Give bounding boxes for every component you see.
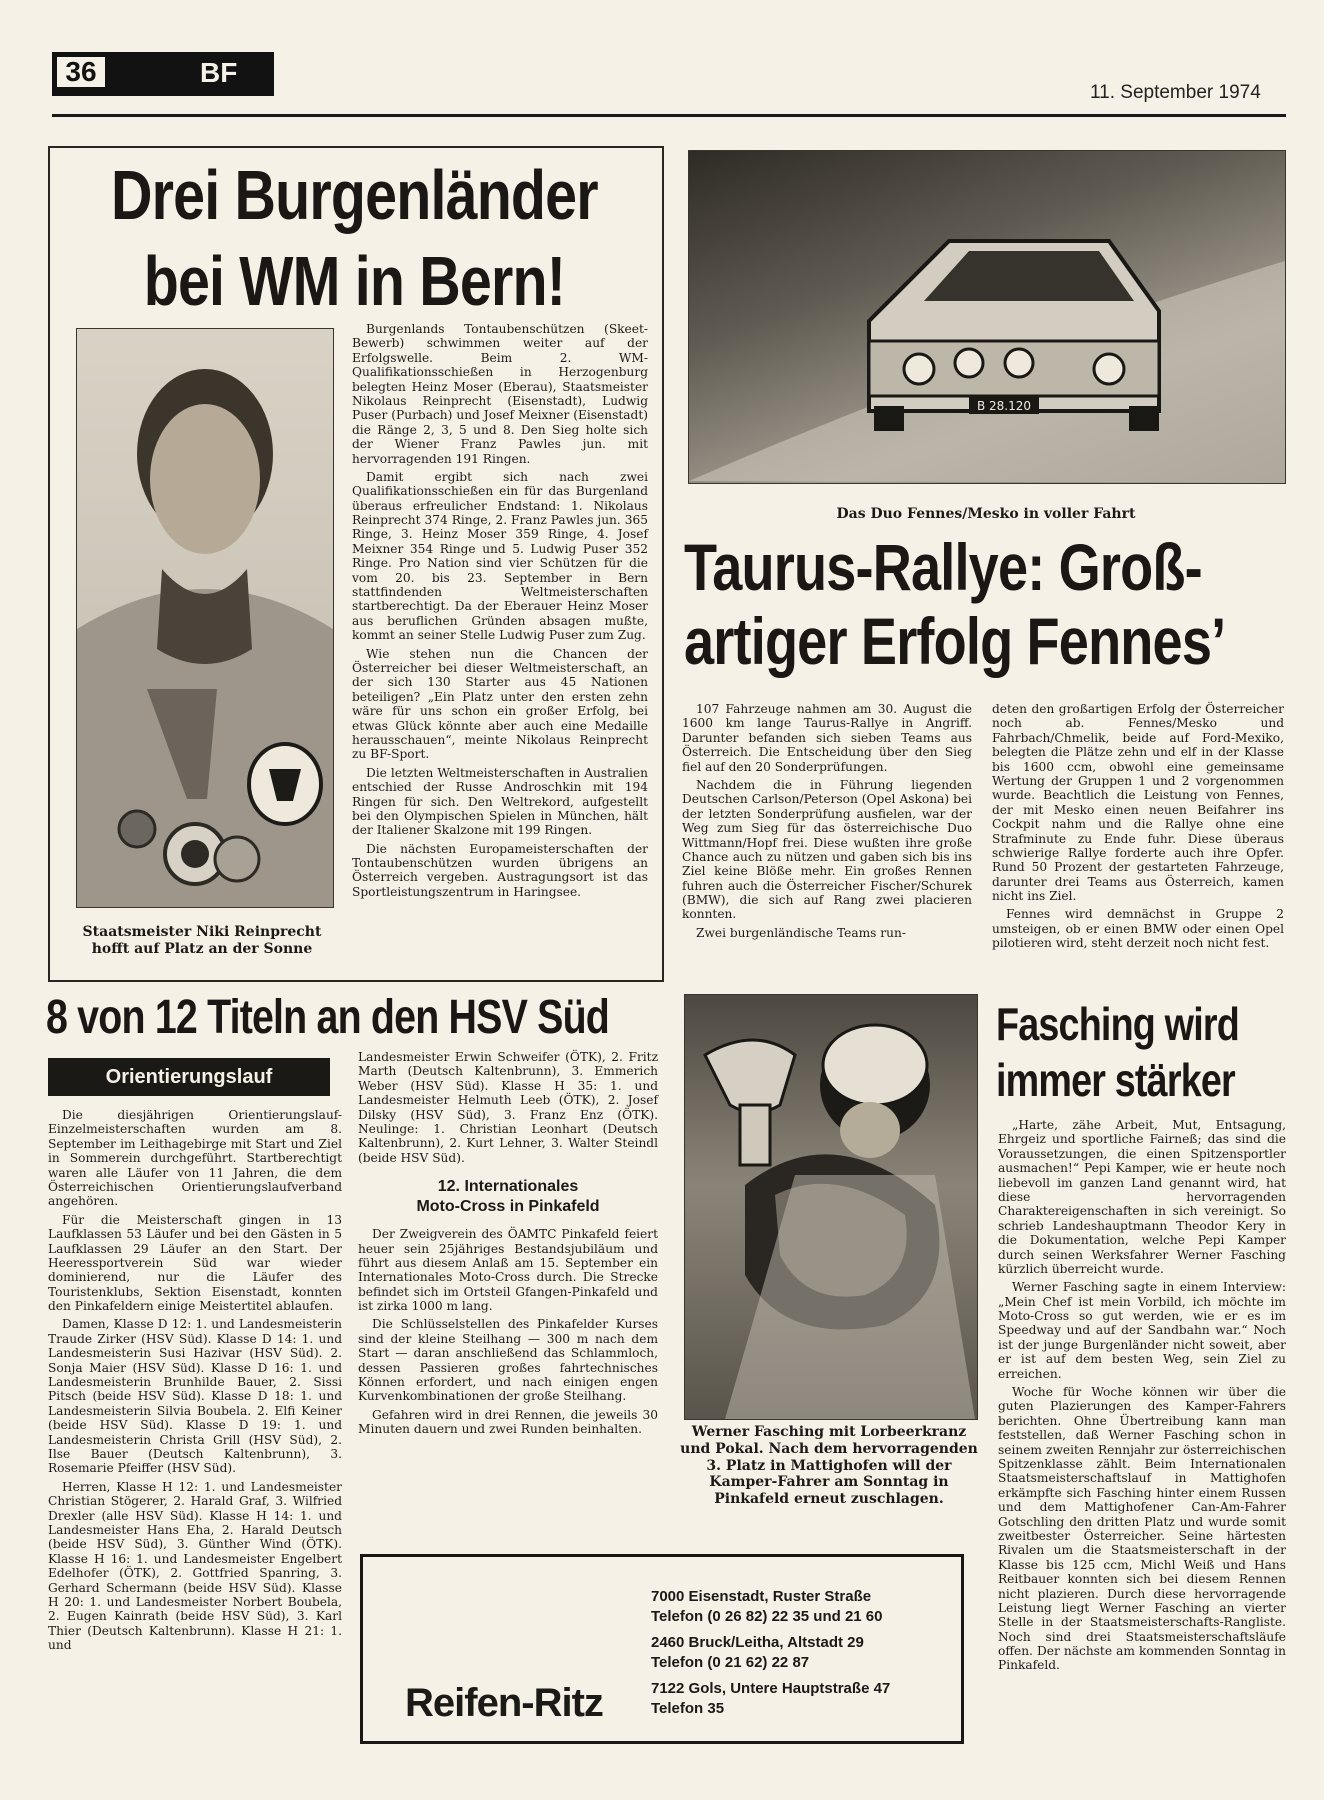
rally-photo-caption: Das Duo Fennes/Mesko in voller Fahrt xyxy=(836,506,1136,522)
ad-line: 7122 Gols, Untere Hauptstraße 47 xyxy=(651,1680,891,1697)
rally-paragraph: Zwei burgenländische Teams run- xyxy=(696,925,906,940)
hsv-paragraph: Herren, Klasse H 12: 1. und Landesmeister Christian Stögerer, 2. Harald Graf, 3. Wilfried Drexler (alle HSV Süd). Klasse H 14: 1. und Landesmeister Hans Eha, 2. Harald Deutsch (beide HSV Süd), 3. Günther Wind (ÖTK). Klasse H 16: 1. und Landesmeister Engelbert Edelhofer (ÖTK), 2. Gottfried Spanring, 3. Gerhard Schermann (beide HSV Süd). Klasse H 20: 1. und Landesmeister Norbert Boubela, 2. Eugen Kainrath (beide HSV Süd), 3. Karl Thier (Deutsch Kaltenbrunn). Klasse H 21: 1. und xyxy=(48,1479,342,1653)
ad-line: Telefon (0 26 82) 22 35 und 21 60 xyxy=(651,1608,883,1625)
ad-line: 2460 Bruck/Leitha, Altstadt 29 xyxy=(651,1634,864,1651)
rally-headline xyxy=(684,530,1284,678)
rally-paragraph: Nachdem die in Führung liegenden Deutschen Carlson/Peterson (Opel Askona) bei der letzten Sonderprüfung ausfielen, war der Weg zum Sieg für das österreichische Duo Wittmann/Hopf frei. Diese wußten ihre große Chance auch zu nützen und gaben sich bis ins Ziel keine Blöße mehr. Ein großes Rennen fuhren auch die Österreicher Fischer/Schurek (BMW), die sich auf Rang zwei placieren konnten. xyxy=(682,777,972,922)
page-number: 36 xyxy=(57,57,105,87)
fasching-paragraph: „Harte, zähe Arbeit, Mut, Entsagung, Ehrgeiz und sportliche Fairneß; das sind die Voraussetzungen, die einen Spitzensportler ausmachen!“ Pepi Kamper, wie er heute noch liebevoll im ganzen Land genannt wird, hat diese hervorragenden Charaktereigenschaften in sich vereinigt. So schrieb Landeshauptmann Theodor Kery in die Dokumentation, welche Pepi Kamper durch seinen Werksfahrer Werner Fasching kürzlich überreicht wurde. xyxy=(998,1118,1286,1276)
motocross-subhead-line1: 12. Internationales xyxy=(437,1178,579,1196)
ad-line: 7000 Eisenstadt, Ruster Straße xyxy=(651,1588,872,1605)
reinprecht-photo-caption: Staatsmeister Niki Reinprecht hofft auf Platz an der Sonne xyxy=(82,924,322,957)
tontauben-headline xyxy=(92,152,617,324)
hsv-headline: 8 von 12 Titeln an den HSV Süd xyxy=(46,991,610,1044)
tontauben-headline-line1: Drei Burgenländer xyxy=(110,156,598,234)
tontauben-paragraph: Die letzten Weltmeisterschaften in Australien entschied der Russe Androschkin mit 194 Ringen für sich. Den Weltrekord, aufgestellt bei den Olympischen Spielen in München, hält der Italiener Skalzone mit 199 Ringen. xyxy=(352,765,648,838)
orientierungslauf-banner xyxy=(48,1058,330,1096)
tontauben-paragraph: Damit ergibt sich nach zwei Qualifikationsschießen ein für das Burgenland überaus erfreulicher Endstand: 1. Nikolaus Reinprecht 374 Ringe, 2. Franz Pawles jun. 365 Ringe, 3. Heinz Moser 359 Ringe, 4. Josef Meixner 354 Ringe und 5. Ludwig Puser 352 Ringe. Pro Nation sind vier Schützen für die vom 20. bis 23. September in Bern stattfindenden Weltmeisterschaften startberechtigt. Da der Eberauer Heinz Moser aus beruflichen Gründen absagen mußte, kommt an seiner Stelle Ludwig Puser zum Zug. xyxy=(352,469,648,643)
motocross-subhead xyxy=(358,1177,658,1217)
header-rule xyxy=(52,114,1286,117)
fasching-headline-line2: immer stärker xyxy=(996,1054,1235,1106)
reifen-ritz-ad xyxy=(360,1554,964,1744)
ad-line: Telefon (0 21 62) 22 87 xyxy=(651,1654,810,1671)
rally-paragraph: 107 Fahrzeuge nahmen am 30. August die 1600 km lange Taurus-Rallye in Angriff. Darunter befanden sich sieben Teams aus Österreich. Die Entscheidung über den Sieg fiel auf den 20 Sonderprüfungen. xyxy=(682,702,972,774)
fasching-illustration xyxy=(685,995,977,1419)
tontauben-paragraph: Burgenlands Tontaubenschützen (Skeet-Bewerb) schwimmen weiter auf der Erfolgswelle. Beim 2. WM-Qualifikationsschießen in Herzogenburg belegten Heinz Moser (Eberau), Staatsmeister Nikolaus Reinprecht (Eisenstadt), Ludwig Puser (Purbach) und Josef Meixner (Eisenstadt) die Ränge 2, 3, 5 und 8. Den Sieg holte sich der Wiener Franz Pawles jun. mit hervorragenden 191 Ringen. xyxy=(352,322,648,466)
hsv-paragraph: Die diesjährigen Orientierungslauf-Einzelmeisterschaften wurden am 8. September im Leithagebirge mit Start und Ziel in Sommerein durchgeführt. Startberechtigt waren alle Läufer von 11 Jahren, die dem Österreichischen Orientierungslaufverband angehören. xyxy=(48,1108,342,1209)
motocross-paragraph: Gefahren wird in drei Rennen, die jeweils 30 Minuten dauern und zwei Runden beinhalten. xyxy=(358,1407,658,1437)
tontauben-body xyxy=(352,322,648,903)
hsv-body-col1 xyxy=(48,1108,342,1656)
rally-paragraph: deten den großartigen Erfolg der Österreicher noch ab. Fennes/Mesko und Fahrbach/Chmelik, beide auf Ford-Mexiko, belegten die Plätze zehn und elf in der Klasse bis 1600 ccm, obwohl eine gemeinsame Wertung der Gruppen 1 und 2 vorgenommen wurde. Beachtlich die Leistung von Fennes, der mit Mesko einen neuen Beifahrer ins Cockpit nahm und die Rallye ohne eine Strafminute zu Ende fuhr. Diese überaus schwierige Rallye forderte auch ihre Opfer. Rund 50 Prozent der gestarteten Fahrzeuge, darunter drei Teams aus Österreich, kamen nicht ins Ziel. xyxy=(992,702,1284,904)
hsv-paragraph: Für die Meisterschaft gingen in 13 Laufklassen 53 Läufer und bei den Gästen in 5 Laufklassen 29 Läufer an den Start. Der Heeressportverein Süd war wieder dominierend, nur die Läufer des Touristenklubs, Sektion Eisenstadt, konnten den Pinkafeldern einige Meistertitel ablaufen. xyxy=(48,1212,342,1314)
tontauben-headline-line2: bei WM in Bern! xyxy=(143,242,566,320)
rally-paragraph: Fennes wird demnächst in Gruppe 2 umsteigen, ob er einen BMW oder einen Opel pilotieren wird, steht derzeit noch nicht fest. xyxy=(992,907,1284,951)
orientierungslauf-banner-label: Orientierungslauf xyxy=(105,1066,273,1088)
fasching-paragraph: Werner Fasching sagte in einem Interview: „Mein Chef ist mein Vorbild, ich möchte im Moto-Cross so gut werden, wie er es im Speedway und auf der Sandbahn war.“ Noch ist der junge Burgenländer nicht soweit, aber er ist auf dem besten Weg, sein Ziel zu erreichen. xyxy=(998,1280,1286,1381)
hsv-paragraph: Landesmeister Erwin Schweifer (ÖTK), 2. Fritz Marth (Deutsch Kaltenbrunn), 3. Emmerich Weber (HSV Süd). Klasse H 35: 1. und Landesmeister Helmuth Leeb (ÖTK), 2. Josef Dilsky (HSV Süd), 3. Franz Enz (ÖTK). Neulinge: 1. Christian Leonhart (Deutsch Kaltenbrunn), 2. Kurt Lehner, 3. Walter Steindl (beide HSV Süd). xyxy=(358,1050,658,1165)
portrait-illustration xyxy=(77,329,333,907)
fasching-headline xyxy=(996,996,1267,1108)
fasching-photo xyxy=(684,994,978,1420)
fasching-photo-caption: Werner Fasching mit Lorbeerkranz und Pokal. Nach dem hervorragenden 3. Platz in Mattighofen will der Kamper-Fahrer am Sonntag in Pinkafeld erneut zuschlagen. xyxy=(680,1424,978,1508)
motocross-subhead-line2: Moto-Cross in Pinkafeld xyxy=(416,1198,600,1216)
ad-line: Telefon 35 xyxy=(651,1700,725,1717)
rally-body-col2 xyxy=(992,702,1284,955)
fasching-paragraph: Woche für Woche können wir über die guten Plazierungen des Kamper-Fahrers berichten. Ohne Übertreibung kann man feststellen, daß Werner Fasching schon in seinem zweiten Rennjahr zur österreichischen Spitzenklasse zählt. Beim Internationalen Staatsmeisterschaftslauf in Mattighofen erkämpfte sich Fasching hinter einem Russen und dem Mattighofener Can-Am-Fahrer Gotschling den dritten Platz und wurde somit zweitbester Österreicher. Seine härtesten Rivalen um die Staatsmeisterschaft in der Klasse bis 125 ccm, Michl Weiß und Hans Reitbauer konnten sich bei diesem Rennen nicht plazieren. Durch diese hervorragende Leistung liegt Werner Fasching an vierter Stelle in der Staatsmeisterschafts-Rangliste. Noch sind drei Staatsmeisterschaftsläufe offen. Der nächste am kommenden Sonntag in Pinkafeld. xyxy=(998,1385,1286,1673)
issue-date: 11. September 1974 xyxy=(1090,82,1261,103)
ad-addresses xyxy=(651,1587,951,1719)
rally-headline-line2: artiger Erfolg Fennes’ xyxy=(684,604,1226,678)
reinprecht-photo xyxy=(76,328,334,908)
rally-headline-line1: Taurus-Rallye: Groß- xyxy=(684,530,1202,604)
motocross-paragraph: Der Zweigverein des ÖAMTC Pinkafeld feiert heuer sein 25jähriges Bestandsjubiläum und führt aus diesem Anlaß am 15. September ein Internationales Moto-Cross durch. Die Strecke befindet sich im Ortsteil Gfangen-Pinkafeld und ist zirka 1000 m lang. xyxy=(358,1227,658,1314)
license-plate: B 28.120 xyxy=(976,399,1032,413)
hsv-body-col2 xyxy=(358,1050,658,1441)
rally-car-photo xyxy=(688,150,1286,484)
page-number-box xyxy=(52,52,274,96)
hsv-paragraph: Damen, Klasse D 12: 1. und Landesmeisterin Traude Zirker (HSV Süd). Klasse D 14: 1. und Landesmeisterin Susi Hazivar (HSV Süd). 2. Sonja Maier (HSV Süd). Klasse D 16: 1. und Landesmeisterin Brunhilde Bauer, 2. Sissi Pitsch (beide HSV Süd). Klasse D 18: 1. und Landesmeisterin Silvia Boubela. 2. Elfi Keiner (beide HSV Süd). Klasse D 19: 1. und Landesmeisterin Christa Grill (HSV Süd), 2. Ilse Bauer (Deutsch Kaltenbrunn), 3. Rosemarie Pfeiffer (HSV Süd). xyxy=(48,1317,342,1476)
rally-body-col1 xyxy=(682,702,972,944)
tontauben-paragraph: Wie stehen nun die Chancen der Österreicher bei dieser Weltmeisterschaft, an der sich 130 Starter aus 45 Nationen beteiligen? „Ein Platz unter den ersten zehn wäre für uns schon ein großer Erfolg, bei etwas Glück könnte aber auch eine Medaille herausschauen“, meinte Nikolaus Reinprecht zu BF-Sport. xyxy=(352,646,648,762)
tontauben-paragraph: Die nächsten Europameisterschaften der Tontaubenschützen wurden übrigens an Österreich vergeben. Austragungsort ist das Sportleistungszentrum in Haringsee. xyxy=(352,841,648,899)
fasching-headline-line1: Fasching wird xyxy=(996,998,1239,1050)
fasching-body xyxy=(998,1118,1286,1677)
section-label: BF xyxy=(200,57,238,88)
ad-brand: Reifen-Ritz xyxy=(405,1681,603,1725)
motocross-paragraph: Die Schlüsselstellen des Pinkafelder Kurses sind der kleine Steilhang — 300 m nach dem Start — daran anschließend das Schlammloch, dessen Passieren großes fahrtechnisches Können erfordert, und nach einigen engen Kurvenkombinationen der große Steilhang. xyxy=(358,1317,658,1404)
rally-car-illustration xyxy=(689,151,1285,483)
